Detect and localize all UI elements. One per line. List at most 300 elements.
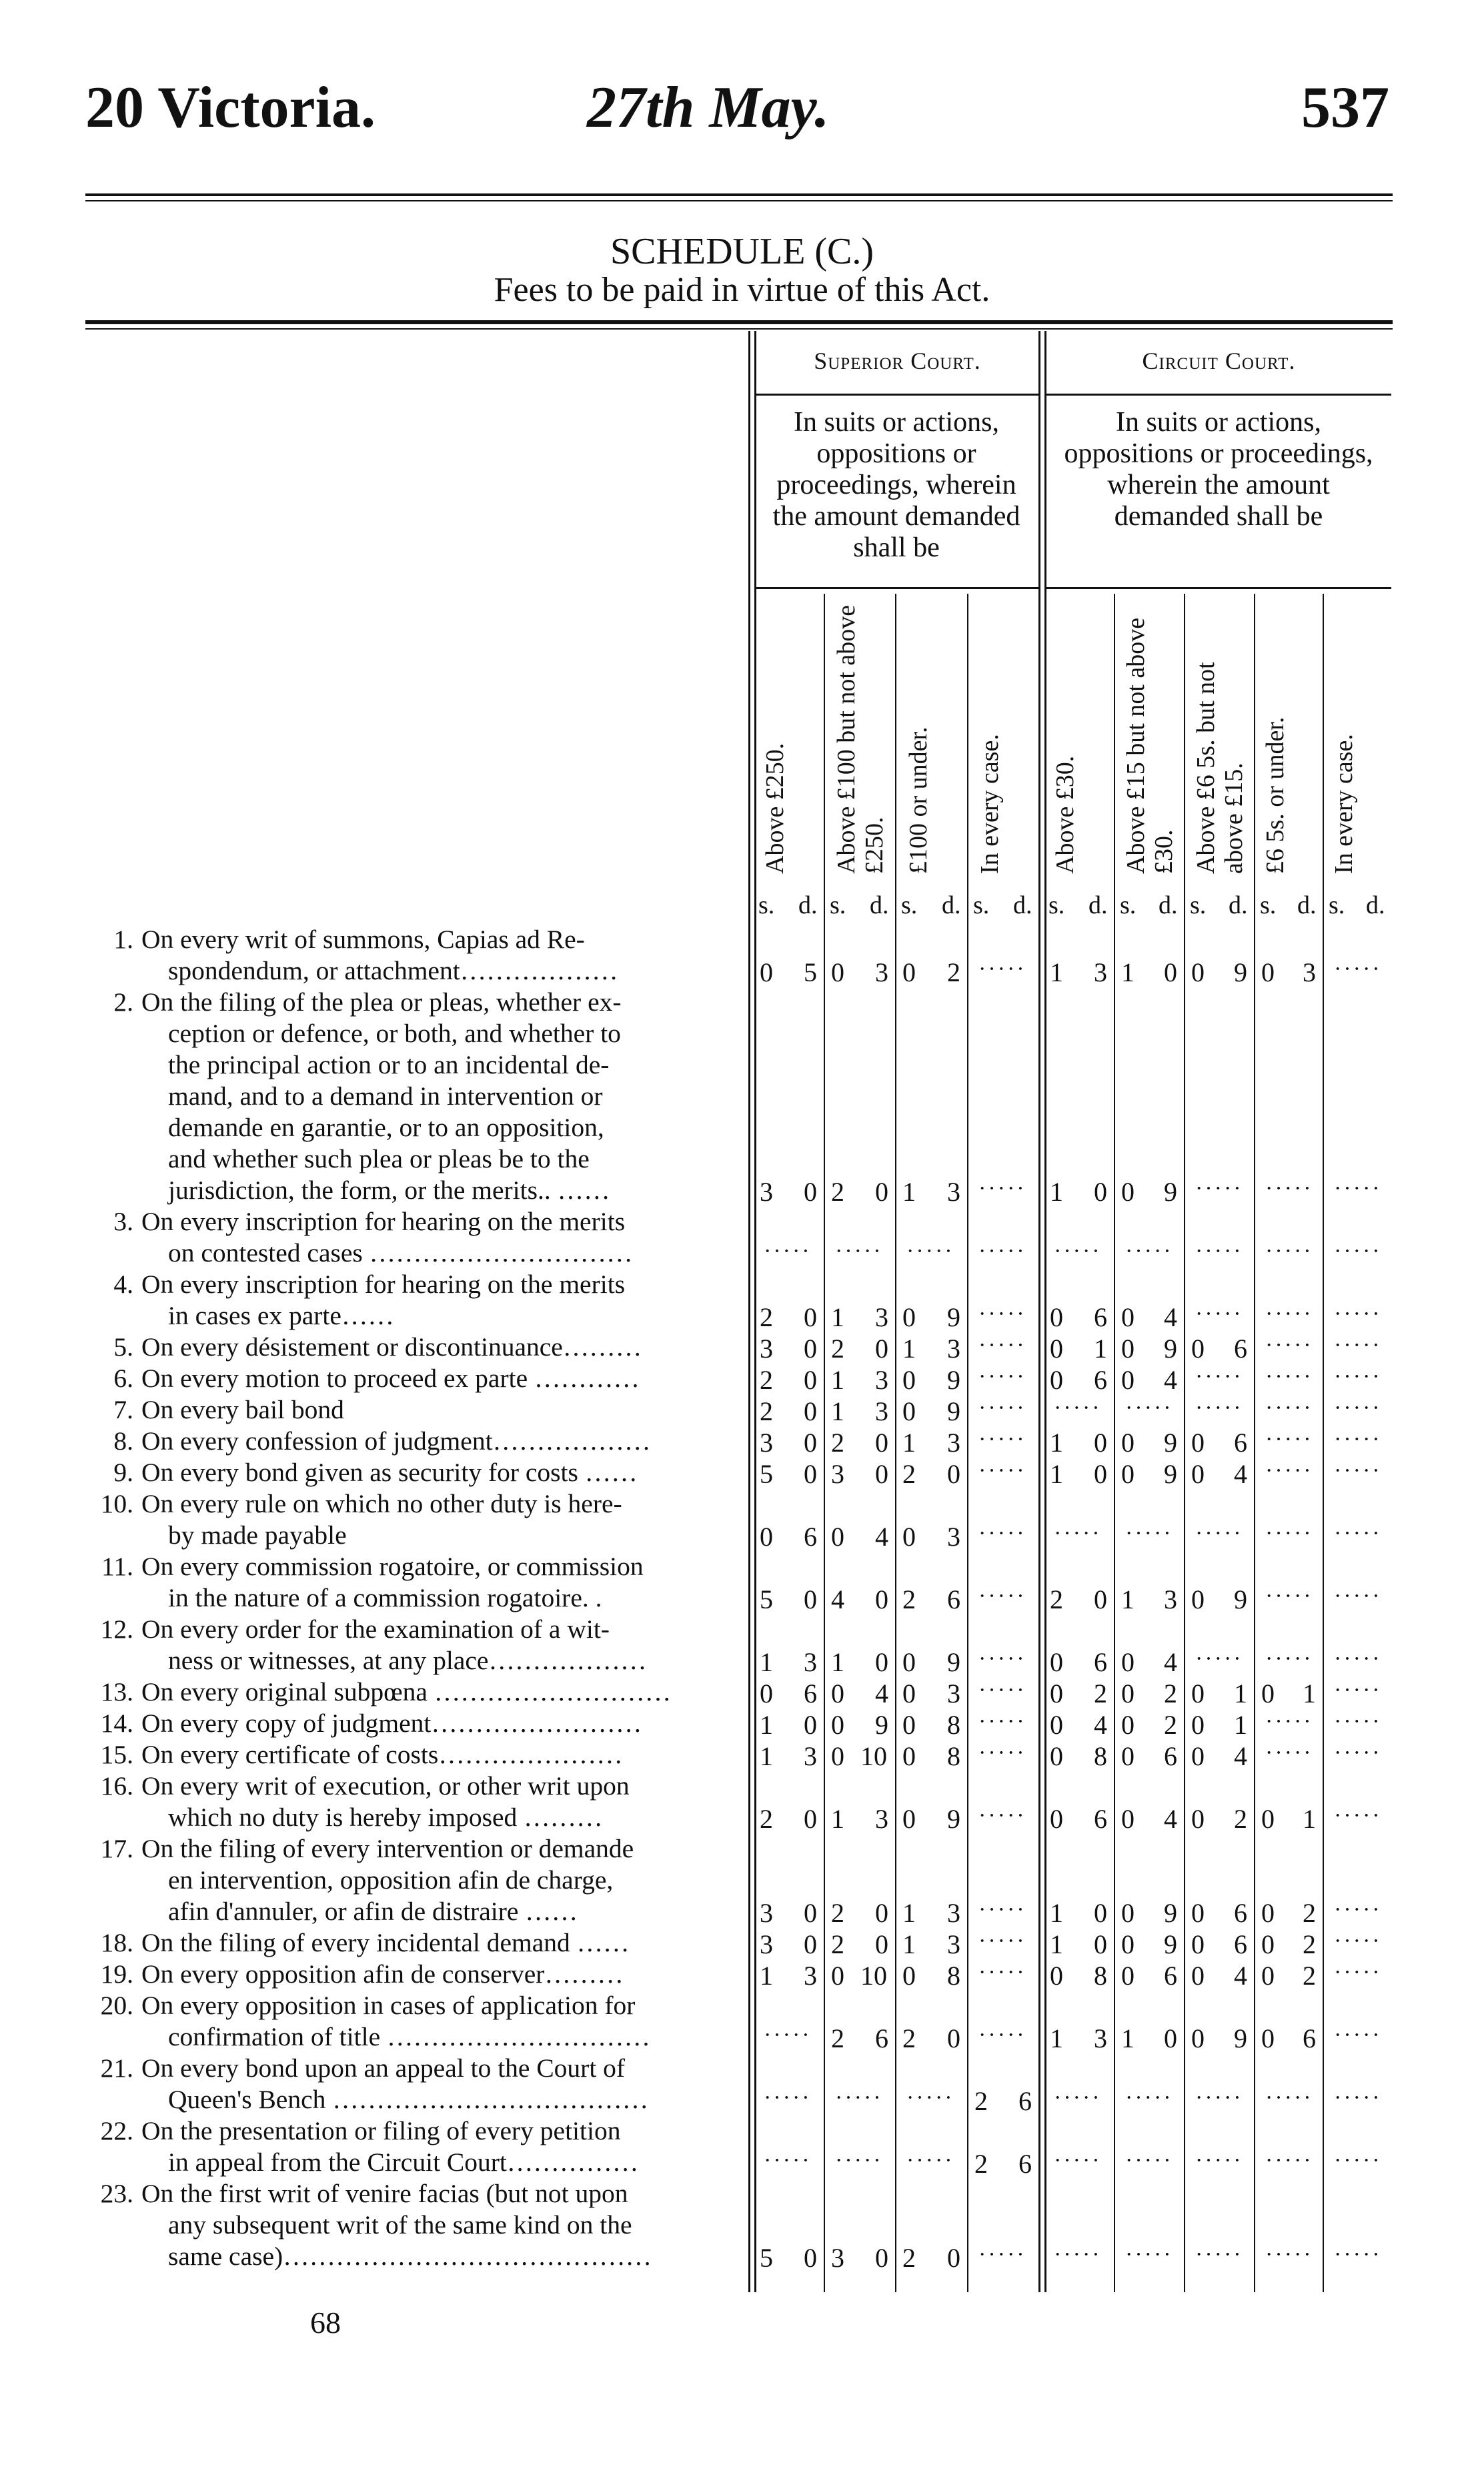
circuit-fee-pence: 4 — [1164, 1647, 1177, 1677]
circuit-fee-empty-leader: ····· — [1334, 1427, 1382, 1452]
table-row — [87, 924, 740, 987]
row-description-line: On every inscription for hearing on the merits — [141, 1270, 626, 1299]
circuit-fee-empty-leader: ····· — [1125, 1521, 1173, 1546]
superior-fee-shillings: 0 — [831, 1961, 844, 1991]
superior-fee-pence: 0 — [875, 1584, 888, 1614]
superior-fee-empty-leader: ····· — [835, 2148, 883, 2173]
circuit-column-heading-1 — [1044, 597, 1114, 874]
table-row — [87, 2178, 740, 2272]
circuit-unit-pence: d. — [1297, 891, 1317, 919]
superior-fee-shillings: 2 — [974, 2086, 988, 2116]
circuit-fee-shillings: 0 — [1191, 1741, 1205, 1771]
circuit-fee-shillings: 0 — [1191, 2023, 1205, 2053]
superior-fee-empty-leader: ····· — [978, 1584, 1026, 1608]
circuit-fee-shillings: 0 — [1050, 1961, 1063, 1991]
superior-fee-pence: 3 — [875, 957, 888, 987]
circuit-fee-empty-leader: ····· — [1334, 2242, 1382, 2267]
superior-fee-pence: 3 — [947, 1522, 960, 1552]
circuit-unit-shillings: s. — [1190, 891, 1207, 919]
superior-fee-pence: 0 — [947, 1459, 960, 1489]
circuit-fee-empty-leader: ····· — [1265, 1302, 1313, 1326]
row-number: 10. — [100, 1489, 133, 1518]
schedule-subtitle: Fees to be paid in virtue of this Act. — [494, 271, 990, 309]
row-number: 22. — [100, 2116, 133, 2145]
circuit-fee-empty-leader: ····· — [1195, 1646, 1243, 1671]
row-description-line: On the presentation or filing of every petition — [141, 2116, 621, 2145]
circuit-fee-shillings: 0 — [1191, 957, 1205, 987]
superior-fee-shillings: 3 — [831, 2243, 844, 2273]
row-description-line: On every bond upon an appeal to the Court of — [141, 2053, 626, 2083]
header-rule-top — [85, 193, 1393, 196]
superior-fee-shillings: 5 — [760, 1459, 773, 1489]
row-number: 14. — [100, 1708, 133, 1738]
superior-fee-pence: 6 — [804, 1678, 817, 1708]
circuit-fee-pence: 9 — [1164, 1177, 1177, 1207]
circuit-fee-pence: 0 — [1094, 1428, 1107, 1458]
circuit-fee-empty-leader: ····· — [1265, 2148, 1313, 2173]
circuit-fee-pence: 4 — [1234, 1741, 1247, 1771]
circuit-fee-empty-leader: ····· — [1195, 1176, 1243, 1201]
circuit-unit-pence: d. — [1088, 891, 1108, 919]
circuit-column-heading-4 — [1256, 597, 1323, 874]
circuit-fee-pence: 0 — [1164, 2023, 1177, 2053]
circuit-fee-shillings: 0 — [1261, 1961, 1275, 1991]
circuit-fee-pence: 0 — [1094, 1929, 1107, 1959]
circuit-fee-shillings: 1 — [1050, 1177, 1063, 1207]
superior-fee-pence: 0 — [804, 1804, 817, 1834]
header-page-number: 537 — [1301, 75, 1389, 140]
superior-fee-shillings: 5 — [760, 1584, 773, 1614]
circuit-fee-shillings: 0 — [1191, 1334, 1205, 1364]
circuit-fee-pence: 6 — [1094, 1804, 1107, 1834]
circuit-fee-shillings: 1 — [1121, 957, 1135, 987]
superior-fee-pence: 3 — [875, 1804, 888, 1834]
row-description-line: demande en garantie, or to an opposition, — [168, 1113, 604, 1142]
row-number: 18. — [100, 1928, 133, 1957]
superior-fee-shillings: 1 — [902, 1898, 916, 1928]
circuit-fee-shillings: 0 — [1261, 957, 1275, 987]
superior-fee-shillings: 0 — [902, 1710, 916, 1740]
row-description-line: in cases ex parte…… — [168, 1301, 394, 1330]
circuit-fee-shillings: 0 — [1050, 1741, 1063, 1771]
superior-fee-shillings: 0 — [902, 1741, 916, 1771]
circuit-fee-empty-leader: ····· — [1334, 1678, 1382, 1702]
superior-column-heading-2 — [826, 597, 895, 874]
circuit-column-label: Above £15 but not above £30. — [1122, 617, 1178, 874]
circuit-fee-shillings: 0 — [1261, 1898, 1275, 1928]
circuit-fee-empty-leader: ····· — [1265, 2085, 1313, 2110]
table-row — [87, 987, 740, 1206]
row-number: 3. — [113, 1207, 133, 1236]
superior-fee-empty-leader: ····· — [978, 1176, 1026, 1201]
superior-court-rule — [754, 394, 1038, 396]
superior-fee-shillings: 4 — [831, 1584, 844, 1614]
row-description-line: On the first writ of venire facias (but not upon — [141, 2179, 628, 2208]
row-number: 11. — [101, 1552, 133, 1581]
superior-unit-pence: d. — [942, 891, 961, 919]
row-description-line: which no duty is hereby imposed ……… — [168, 1803, 603, 1832]
circuit-fee-shillings: 0 — [1191, 1804, 1205, 1834]
table-row — [87, 1394, 740, 1426]
superior-fee-shillings: 2 — [974, 2149, 988, 2179]
circuit-fee-pence: 1 — [1094, 1334, 1107, 1364]
row-description-line: On every writ of execution, or other writ upon — [141, 1771, 630, 1801]
circuit-fee-empty-leader: ····· — [1125, 1239, 1173, 1264]
circuit-fee-shillings: 0 — [1191, 1961, 1205, 1991]
circuit-fee-empty-leader: ····· — [1334, 1364, 1382, 1389]
row-number: 12. — [100, 1614, 133, 1644]
superior-fee-shillings: 1 — [760, 1647, 773, 1677]
superior-fee-shillings: 3 — [760, 1334, 773, 1364]
superior-fee-pence: 4 — [875, 1678, 888, 1708]
circuit-fee-empty-leader: ····· — [1054, 1239, 1102, 1264]
superior-fee-shillings: 0 — [760, 1522, 773, 1552]
superior-fee-pence: 0 — [875, 1647, 888, 1677]
row-description-line: On every opposition afin de conserver……… — [141, 1959, 624, 1989]
row-description-line: On every commission rogatoire, or commission — [141, 1552, 644, 1581]
superior-fee-shillings: 0 — [902, 1365, 916, 1395]
superior-fee-empty-leader: ····· — [906, 2148, 954, 2173]
superior-fee-empty-leader: ····· — [978, 1458, 1026, 1483]
superior-fee-pence: 0 — [804, 1302, 817, 1332]
row-description-line: ness or witnesses, at any place……………… — [168, 1646, 647, 1675]
circuit-fee-empty-leader: ····· — [1195, 1239, 1243, 1264]
superior-fee-pence: 0 — [875, 1459, 888, 1489]
circuit-fee-pence: 3 — [1164, 1584, 1177, 1614]
superior-fee-empty-leader: ····· — [978, 2242, 1026, 2267]
column-separator — [1184, 594, 1185, 2292]
circuit-fee-pence: 6 — [1234, 1929, 1247, 1959]
printer-signature-mark: 68 — [310, 2306, 341, 2340]
superior-fee-shillings: 0 — [902, 1961, 916, 1991]
superior-court-heading: Superior Court. — [814, 348, 981, 374]
circuit-fee-pence: 4 — [1234, 1961, 1247, 1991]
circuit-fee-pence: 9 — [1164, 1929, 1177, 1959]
circuit-fee-pence: 9 — [1164, 1334, 1177, 1364]
circuit-unit-shillings: s. — [1329, 891, 1345, 919]
superior-fee-shillings: 5 — [760, 2243, 773, 2273]
circuit-fee-shillings: 1 — [1050, 1428, 1063, 1458]
circuit-column-heading-3 — [1186, 597, 1254, 874]
superior-fee-shillings: 2 — [831, 1929, 844, 1959]
superior-column-heading-1 — [754, 597, 824, 874]
circuit-fee-empty-leader: ····· — [1334, 1521, 1382, 1546]
circuit-fee-pence: 9 — [1234, 957, 1247, 987]
superior-fee-empty-leader: ····· — [978, 1646, 1026, 1671]
row-description-line: On every certificate of costs………………… — [141, 1740, 623, 1769]
superior-fee-pence: 3 — [947, 1898, 960, 1928]
row-description-line: ception or defence, or both, and whether to — [168, 1019, 621, 1048]
circuit-fee-shillings: 2 — [1050, 1584, 1063, 1614]
superior-fee-pence: 0 — [947, 2023, 960, 2053]
superior-fee-pence: 3 — [947, 1428, 960, 1458]
circuit-fee-empty-leader: ····· — [1265, 1458, 1313, 1483]
superior-unit-shillings: s. — [830, 891, 846, 919]
header-regnal-year: 20 Victoria. — [85, 75, 376, 140]
superior-fee-empty-leader: ····· — [978, 1333, 1026, 1358]
superior-fee-shillings: 2 — [831, 1177, 844, 1207]
row-number: 7. — [113, 1395, 133, 1424]
circuit-fee-pence: 4 — [1094, 1710, 1107, 1740]
circuit-fee-pence: 4 — [1164, 1804, 1177, 1834]
superior-fee-pence: 9 — [947, 1647, 960, 1677]
circuit-fee-shillings: 0 — [1261, 2023, 1275, 2053]
table-row — [87, 1771, 740, 1833]
circuit-fee-shillings: 0 — [1050, 1365, 1063, 1395]
circuit-fee-empty-leader: ····· — [1195, 1521, 1243, 1546]
circuit-fee-pence: 6 — [1094, 1365, 1107, 1395]
superior-fee-empty-leader: ····· — [978, 1897, 1026, 1922]
superior-fee-empty-leader: ····· — [978, 1803, 1026, 1828]
superior-unit-shillings: s. — [758, 891, 775, 919]
superior-fee-pence: 0 — [804, 1898, 817, 1928]
circuit-fee-pence: 1 — [1234, 1678, 1247, 1708]
row-number: 15. — [100, 1740, 133, 1769]
row-description-line: Queen's Bench ……………………………… — [168, 2085, 649, 2114]
superior-fee-shillings: 1 — [760, 1710, 773, 1740]
circuit-fee-empty-leader: ····· — [1054, 1396, 1102, 1420]
superior-unit-pence: d. — [870, 891, 889, 919]
table-row — [87, 1614, 740, 1676]
superior-fee-pence: 6 — [804, 1522, 817, 1552]
circuit-fee-pence: 2 — [1164, 1710, 1177, 1740]
row-description-line: On every motion to proceed ex parte ………… — [141, 1364, 640, 1393]
circuit-fee-empty-leader: ····· — [1334, 1333, 1382, 1358]
circuit-fee-empty-leader: ····· — [1334, 1897, 1382, 1922]
circuit-fee-empty-leader: ····· — [1195, 2242, 1243, 2267]
circuit-column-label: In every case. — [1330, 734, 1358, 874]
circuit-column-label: Above £6 5s. but not above £15. — [1192, 662, 1248, 874]
superior-fee-pence: 3 — [947, 1334, 960, 1364]
table-divider-mid-a — [1038, 331, 1040, 2292]
table-row — [87, 1206, 740, 1269]
superior-fee-shillings: 0 — [902, 1647, 916, 1677]
circuit-column-heading-5 — [1325, 597, 1391, 874]
superior-fee-pence: 0 — [875, 1898, 888, 1928]
circuit-fee-empty-leader: ····· — [1125, 2148, 1173, 2173]
circuit-fee-pence: 2 — [1303, 1961, 1316, 1991]
circuit-fee-empty-leader: ····· — [1054, 2148, 1102, 2173]
column-separator — [1323, 594, 1324, 2292]
superior-fee-pence: 3 — [875, 1302, 888, 1332]
row-description-line: in the nature of a commission rogatoire. . — [168, 1583, 602, 1612]
circuit-fee-pence: 0 — [1094, 1459, 1107, 1489]
row-description-line: same case)…………………………………… — [168, 2242, 652, 2271]
superior-fee-pence: 6 — [1018, 2086, 1032, 2116]
circuit-unit-pence: d. — [1366, 891, 1385, 919]
circuit-fee-empty-leader: ····· — [1195, 2148, 1243, 2173]
circuit-fee-pence: 0 — [1094, 1584, 1107, 1614]
row-description-line: On every writ of summons, Capias ad Re- — [141, 925, 585, 954]
superior-unit-shillings: s. — [901, 891, 918, 919]
row-description-line: and whether such plea or pleas be to the — [168, 1144, 590, 1173]
table-row — [87, 1457, 740, 1488]
circuit-fee-empty-leader: ····· — [1195, 1396, 1243, 1420]
superior-fee-pence: 0 — [804, 1428, 817, 1458]
superior-fee-empty-leader: ····· — [978, 1427, 1026, 1452]
superior-column-label: £100 or under. — [904, 726, 932, 874]
table-row — [87, 1708, 740, 1739]
table-row — [87, 1426, 740, 1457]
superior-column-label: Above £100 but not above £250. — [832, 604, 888, 874]
circuit-fee-pence: 4 — [1234, 1459, 1247, 1489]
superior-fee-pence: 0 — [947, 2243, 960, 2273]
circuit-fee-shillings: 1 — [1050, 957, 1063, 987]
superior-fee-empty-leader: ····· — [978, 1960, 1026, 1985]
circuit-court-description: In suits or actions, oppositions or proceedings, wherein the amount demanded shall be — [1064, 407, 1373, 532]
table-row — [87, 1927, 740, 1959]
row-number: 13. — [100, 1677, 133, 1706]
row-description-line: On every bail bond — [141, 1395, 344, 1424]
circuit-fee-shillings: 0 — [1121, 1741, 1135, 1771]
circuit-fee-shillings: 0 — [1121, 1302, 1135, 1332]
superior-fee-pence: 9 — [875, 1710, 888, 1740]
row-description-line: any subsequent writ of the same kind on the — [168, 2210, 632, 2240]
table-row — [87, 1739, 740, 1771]
row-description-line: On the filing of every incidental demand …… — [141, 1928, 630, 1957]
circuit-fee-pence: 6 — [1164, 1741, 1177, 1771]
circuit-fee-pence: 0 — [1094, 1898, 1107, 1928]
superior-fee-shillings: 1 — [760, 1961, 773, 1991]
superior-fee-pence: 0 — [804, 1584, 817, 1614]
circuit-fee-empty-leader: ····· — [1195, 1364, 1243, 1389]
superior-fee-shillings: 0 — [831, 957, 844, 987]
superior-fee-pence: 0 — [875, 1929, 888, 1959]
schedule-title: SCHEDULE (C.) — [610, 231, 874, 272]
superior-fee-pence: 0 — [804, 1459, 817, 1489]
superior-column-label: Above £250. — [761, 743, 789, 874]
superior-fee-shillings: 0 — [902, 1396, 916, 1426]
superior-fee-shillings: 2 — [831, 2023, 844, 2053]
superior-fee-shillings: 0 — [760, 1678, 773, 1708]
superior-column-heading-4 — [969, 597, 1038, 874]
circuit-fee-empty-leader: ····· — [1125, 2242, 1173, 2267]
circuit-fee-shillings: 0 — [1050, 1804, 1063, 1834]
circuit-fee-empty-leader: ····· — [1334, 1302, 1382, 1326]
superior-fee-shillings: 2 — [902, 2243, 916, 2273]
superior-fee-shillings: 2 — [760, 1804, 773, 1834]
table-row — [87, 1833, 740, 1927]
superior-fee-pence: 0 — [804, 2243, 817, 2273]
superior-fee-empty-leader: ····· — [978, 1929, 1026, 1953]
superior-fee-empty-leader: ····· — [978, 957, 1026, 981]
superior-fee-shillings: 0 — [902, 1678, 916, 1708]
circuit-fee-shillings: 1 — [1050, 1459, 1063, 1489]
superior-fee-shillings: 1 — [760, 1741, 773, 1771]
superior-fee-empty-leader: ····· — [978, 1364, 1026, 1389]
table-top-rule — [85, 320, 1393, 324]
superior-fee-shillings: 2 — [760, 1365, 773, 1395]
circuit-fee-empty-leader: ····· — [1195, 1302, 1243, 1326]
row-description-line: by made payable — [168, 1520, 347, 1550]
circuit-fee-empty-leader: ····· — [1334, 1239, 1382, 1264]
circuit-fee-empty-leader: ····· — [1265, 1396, 1313, 1420]
row-description-line: On every bond given as security for costs …… — [141, 1458, 638, 1487]
circuit-fee-shillings: 0 — [1050, 1710, 1063, 1740]
row-description-line: On every order for the examination of a wit- — [141, 1614, 610, 1644]
row-number: 2. — [113, 987, 133, 1017]
table-row — [87, 1332, 740, 1363]
circuit-fee-shillings: 1 — [1121, 2023, 1135, 2053]
circuit-fee-pence: 4 — [1164, 1302, 1177, 1332]
circuit-fee-empty-leader: ····· — [1125, 2085, 1173, 2110]
row-description-line: confirmation of title ………………………… — [168, 2022, 650, 2051]
circuit-fee-shillings: 0 — [1050, 1647, 1063, 1677]
table-row — [87, 2053, 740, 2115]
table-row — [87, 2115, 740, 2178]
superior-fee-pence: 9 — [947, 1365, 960, 1395]
superior-fee-shillings: 2 — [902, 1584, 916, 1614]
circuit-fee-shillings: 0 — [1121, 1678, 1135, 1708]
superior-fee-pence: 3 — [804, 1961, 817, 1991]
circuit-fee-shillings: 1 — [1050, 1929, 1063, 1959]
circuit-fee-pence: 9 — [1164, 1459, 1177, 1489]
circuit-fee-empty-leader: ····· — [1334, 1396, 1382, 1420]
superior-fee-shillings: 1 — [902, 1428, 916, 1458]
superior-fee-pence: 6 — [875, 2023, 888, 2053]
table-top-rule-thin — [85, 328, 1393, 330]
superior-fee-shillings: 2 — [760, 1302, 773, 1332]
table-row — [87, 1551, 740, 1614]
superior-column-heading-3 — [897, 597, 967, 874]
circuit-unit-shillings: s. — [1260, 891, 1277, 919]
superior-fee-shillings: 3 — [831, 1459, 844, 1489]
column-separator — [895, 594, 896, 2292]
superior-unit-pence: d. — [1013, 891, 1032, 919]
superior-fee-pence: 6 — [947, 1584, 960, 1614]
superior-fee-pence: 0 — [875, 1428, 888, 1458]
row-description-line: jurisdiction, the form, or the merits.. …… — [168, 1175, 610, 1205]
circuit-fee-empty-leader: ····· — [1265, 1584, 1313, 1608]
superior-fee-shillings: 1 — [902, 1177, 916, 1207]
circuit-fee-empty-leader: ····· — [1334, 1646, 1382, 1671]
circuit-fee-shillings: 0 — [1121, 1647, 1135, 1677]
row-number: 23. — [100, 2179, 133, 2208]
superior-fee-shillings: 0 — [760, 957, 773, 987]
circuit-fee-shillings: 0 — [1121, 1710, 1135, 1740]
superior-fee-pence: 10 — [860, 1741, 887, 1771]
superior-fee-pence: 0 — [804, 1365, 817, 1395]
circuit-fee-empty-leader: ····· — [1054, 2085, 1102, 2110]
superior-fee-empty-leader: ····· — [764, 2023, 812, 2047]
superior-fee-pence: 9 — [947, 1804, 960, 1834]
superior-fee-pence: 3 — [947, 1177, 960, 1207]
superior-fee-empty-leader: ····· — [978, 1302, 1026, 1326]
row-description-line: On every inscription for hearing on the merits — [141, 1207, 626, 1236]
superior-fee-pence: 2 — [947, 957, 960, 987]
circuit-fee-empty-leader: ····· — [1334, 1176, 1382, 1201]
circuit-fee-empty-leader: ····· — [1334, 1584, 1382, 1608]
circuit-fee-shillings: 0 — [1050, 1678, 1063, 1708]
superior-fee-shillings: 0 — [902, 1804, 916, 1834]
circuit-fee-shillings: 0 — [1121, 1804, 1135, 1834]
table-row — [87, 1959, 740, 1990]
superior-fee-empty-leader: ····· — [978, 1521, 1026, 1546]
superior-fee-shillings: 0 — [902, 1522, 916, 1552]
circuit-fee-empty-leader: ····· — [1265, 1427, 1313, 1452]
row-description-line: On every original subpœna ……………………… — [141, 1677, 672, 1706]
row-number: 5. — [113, 1332, 133, 1362]
row-number: 6. — [113, 1364, 133, 1393]
circuit-fee-pence: 3 — [1094, 957, 1107, 987]
row-number: 17. — [100, 1834, 133, 1863]
superior-fee-shillings: 0 — [902, 1302, 916, 1332]
circuit-fee-empty-leader: ····· — [1334, 1803, 1382, 1828]
row-description-line: On every opposition in cases of application for — [141, 1991, 636, 2020]
superior-fee-pence: 0 — [875, 1334, 888, 1364]
superior-fee-shillings: 1 — [831, 1302, 844, 1332]
superior-fee-pence: 0 — [804, 1929, 817, 1959]
